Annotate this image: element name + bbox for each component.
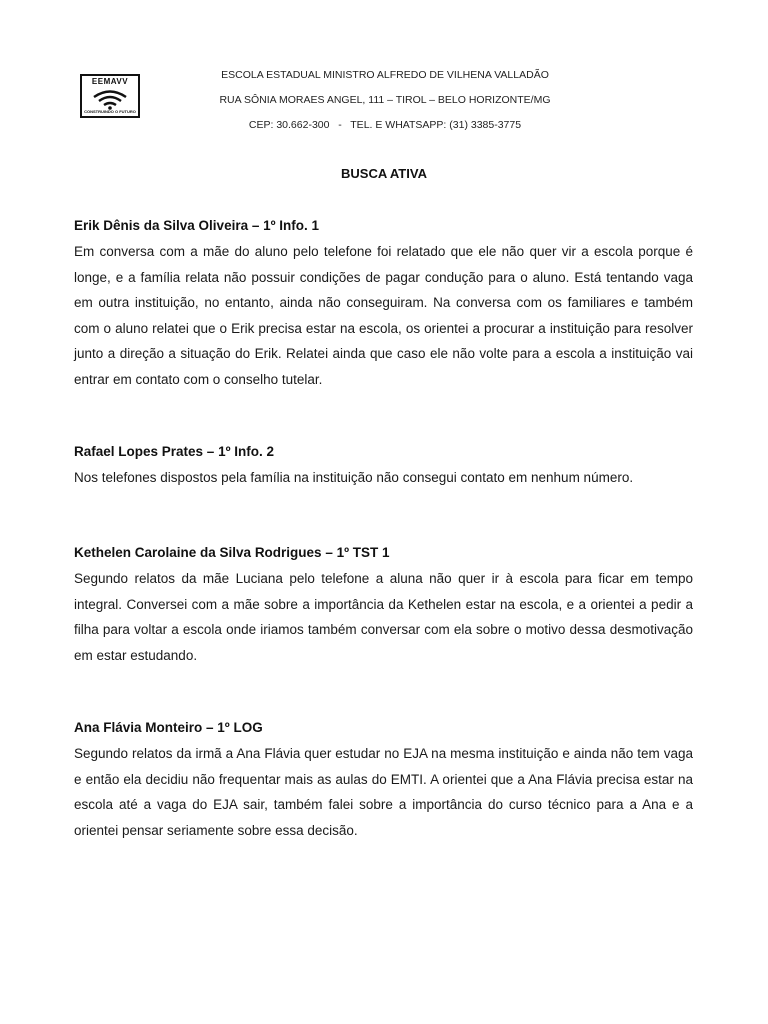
logo-text: EEMAVV bbox=[91, 77, 129, 86]
school-name: ESCOLA ESTADUAL MINISTRO ALFREDO DE VILHENA VALLADÃO bbox=[221, 69, 549, 81]
school-contact: CEP: 30.662-300 - TEL. E WHATSAPP: (31) 3385-3775 bbox=[248, 119, 522, 131]
student-report: Em conversa com a mãe do aluno pelo telefone foi relatado que ele não quer vir a escola porque é longe, e a família relata não possuir condições de pagar condução para o aluno. Está tentando vaga em outra instituição, no entanto, ainda não conseguiram. Na conversa com os familiares e também com o aluno relatei que o Erik precisa estar na escola, os orientei a procurar a instituição para resolver junto a direção a situação do Erik. Relatei ainda que caso ele não volte para a escola a instituição vai entrar em contato com o conselho tutelar. bbox=[74, 244, 693, 387]
student-name: Ana Flávia Monteiro – 1º LOG bbox=[74, 720, 263, 735]
student-report: Nos telefones dispostos pela família na instituição não consegui contato em nenhum número. bbox=[74, 470, 634, 485]
school-address: RUA SÔNIA MORAES ANGEL, 111 – TIROL – BELO HORIZONTE/MG bbox=[219, 94, 551, 106]
student-name: Rafael Lopes Prates – 1º Info. 2 bbox=[74, 444, 275, 459]
student-name: Kethelen Carolaine da Silva Rodrigues – 1º TST 1 bbox=[74, 545, 390, 560]
student-section bbox=[74, 443, 693, 491]
student-name: Erik Dênis da Silva Oliveira – 1º Info. 1 bbox=[74, 218, 320, 233]
student-section bbox=[74, 217, 693, 392]
student-report: Segundo relatos da irmã a Ana Flávia quer estudar no EJA na mesma instituição e ainda não tem vaga e então ela decidiu não frequentar mais as aulas do EMTI. A orientei que a Ana Flávia precisa estar na escola até a vaga do EJA sair, também falei sobre a importância do curso técnico para a Ana e a orientei pensar seriamente sobre essa decisão. bbox=[74, 746, 693, 838]
student-section bbox=[74, 719, 693, 843]
student-section bbox=[74, 544, 693, 668]
document-title: BUSCA ATIVA bbox=[341, 166, 427, 181]
student-report: Segundo relatos da mãe Luciana pelo telefone a aluna não quer ir à escola para ficar em tempo integral. Conversei com a mãe sobre a importância da Kethelen estar na escola, e a orientei a pedir a filha para voltar a escola onde iriamos também conversar com ela sobre o motivo dessa desmotivação em estar estudando. bbox=[74, 571, 693, 663]
logo-motto: CONSTRUINDO O FUTURO bbox=[84, 109, 136, 114]
school-logo bbox=[80, 74, 140, 118]
